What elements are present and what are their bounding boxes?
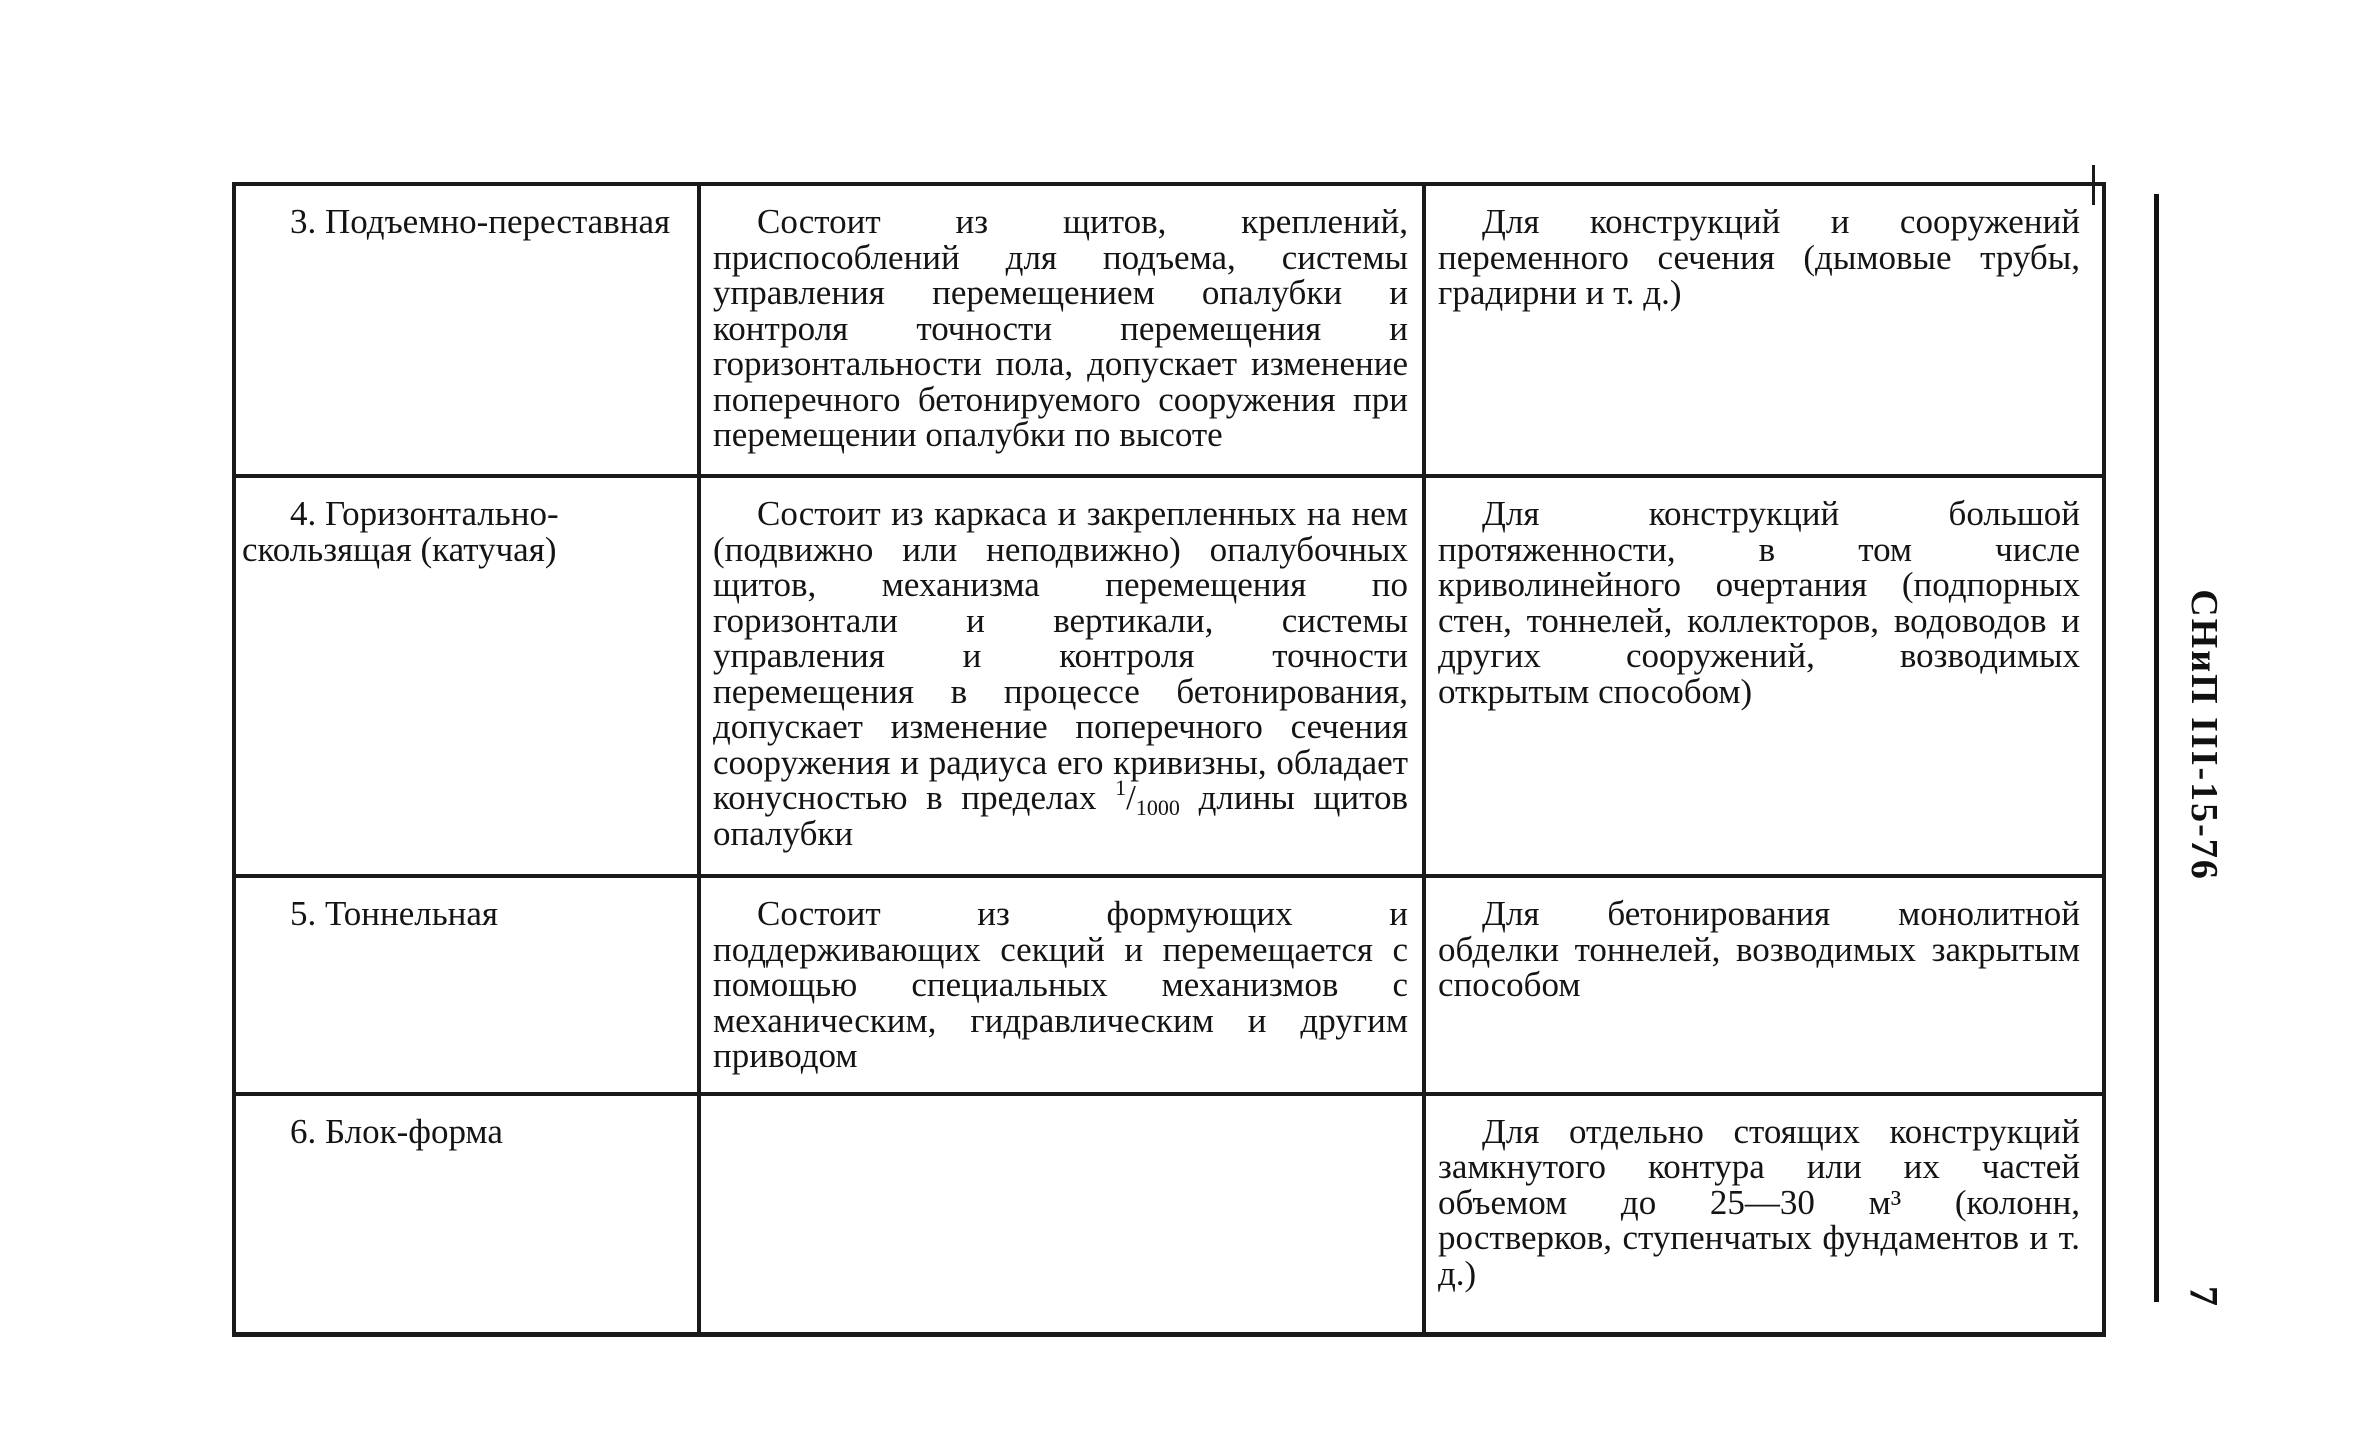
formwork-type-cell bbox=[234, 1094, 699, 1335]
formwork-description: Состоит из формующих и поддерживающих секций и перемещается с помощью специальных механизмов с механическим, гидравлическим и другим приводом bbox=[713, 894, 1408, 1075]
table-row bbox=[234, 1094, 2104, 1335]
formwork-application: Для отдельно стоящих конструкций замкнутого контура или их частей объемом до 25—30 м³ (колонн, ростверков, ступенчатых фундаментов и т. д.) bbox=[1438, 1111, 2080, 1293]
formwork-type-name: 6. Блок-форма bbox=[290, 1111, 503, 1151]
formwork-type-cell bbox=[234, 876, 699, 1094]
fraction-denominator: 1000 bbox=[1135, 795, 1180, 820]
formwork-type-name-line2: скользящая (катучая) bbox=[242, 529, 557, 569]
table-edge-mark bbox=[2092, 165, 2095, 205]
application-cell bbox=[1424, 1094, 2104, 1335]
formwork-description: Состоит из щитов, креплений, приспособлений для подъема, системы управления перемещением опалубки и контроля точности перемещения и горизонтальности пола, допускает изменение поперечного бетонируемого сооружения при перемещении опалубки по высоте bbox=[713, 202, 1408, 454]
table-row bbox=[234, 876, 2104, 1094]
formwork-description-part1: Состоит из каркаса и закрепленных на нем (подвижно или неподвижно) опалубочных щитов, механизма перемещения по горизонтали и вертикали, системы управления и контроля точности перемещения в процессе бетонирования, допускает изменение поперечного сечения сооружения и радиуса его кривизны, обладает конусностью в пределах bbox=[713, 494, 1408, 817]
formwork-application: Для конструкций и сооружений переменного сечения (дымовые трубы, градирни и т. д.) bbox=[1438, 202, 2080, 312]
formwork-type-cell bbox=[234, 476, 699, 876]
description-cell bbox=[699, 184, 1424, 476]
formwork-type-name-line1: 4. Горизонтально- bbox=[290, 494, 559, 533]
formwork-description-part2: длины щитов опалубки bbox=[713, 778, 1409, 853]
application-cell bbox=[1424, 876, 2104, 1094]
formwork-application: Для бетонирования монолитной обделки тоннелей, возводимых закрытым способом bbox=[1438, 894, 2080, 1004]
formwork-type-name: 5. Тоннельная bbox=[290, 894, 499, 933]
description-cell bbox=[699, 876, 1424, 1094]
formwork-application: Для конструкций большой протяженности, в том числе криволинейного очертания (подпорных стен, тоннелей, коллекторов, водоводов и других сооружений, возводимых открытым способом) bbox=[1438, 494, 2080, 711]
application-cell bbox=[1424, 184, 2104, 476]
formwork-type-name: 3. Подъемно-переставная bbox=[290, 202, 671, 241]
formwork-types-table bbox=[232, 182, 2106, 1337]
page-number: 7 bbox=[2181, 1286, 2227, 1306]
table-row bbox=[234, 184, 2104, 476]
formwork-type-cell bbox=[234, 184, 699, 476]
application-cell bbox=[1424, 476, 2104, 876]
document-code: СНиП III-15-76 bbox=[2183, 589, 2225, 881]
table-row bbox=[234, 476, 2104, 876]
description-cell bbox=[699, 1094, 1424, 1335]
description-cell: Состоит из каркаса и закрепленных на нем (подвижно или неподвижно) опалубочных щитов, механизма перемещения по горизонтали и вертикали, системы управления и контроля точности перемещения в процессе бетонирования, допускает изменение поперечного сечения сооружения и радиуса его кривизны, обладает конусностью в пределах $^1/_{1000}$ длины щитов опалубки bbox=[699, 476, 1424, 876]
fraction-numerator: 1 bbox=[1115, 775, 1127, 800]
margin-rule bbox=[2154, 194, 2159, 1302]
